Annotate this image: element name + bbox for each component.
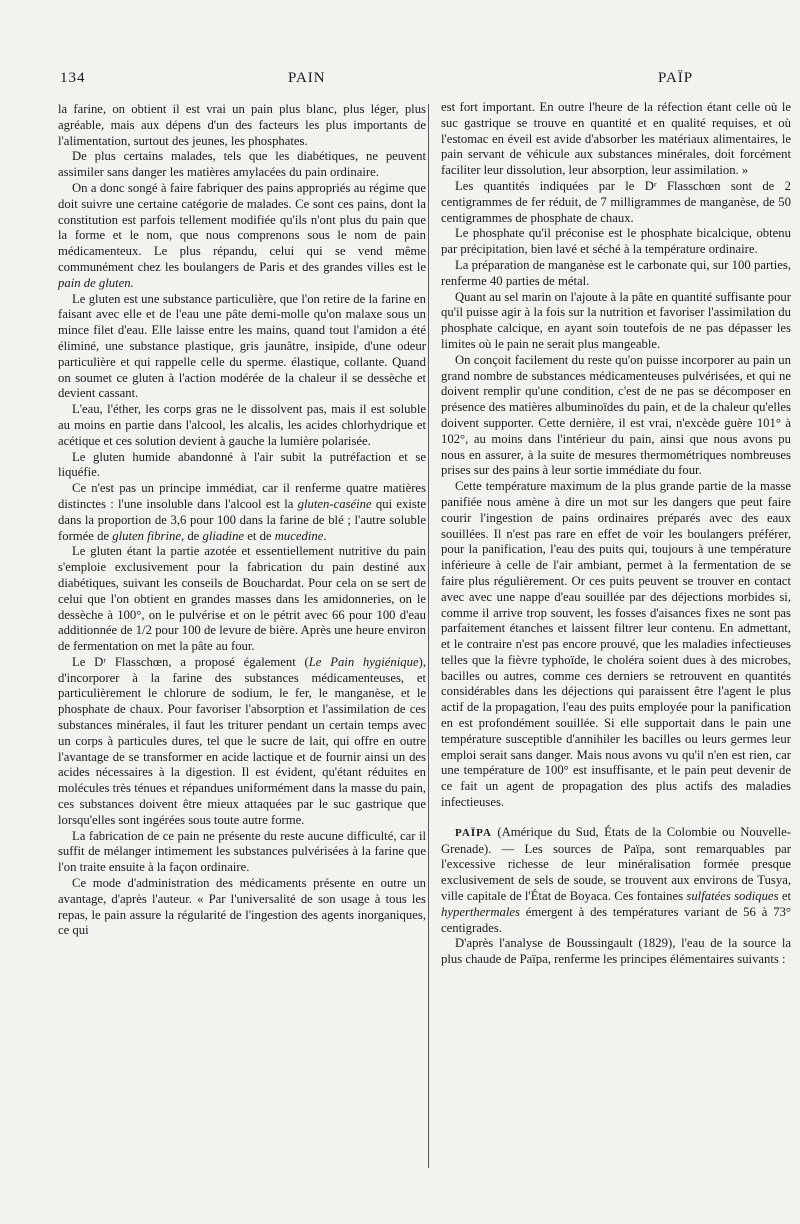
paragraph: La fabrication de ce pain ne présente du reste aucune difficulté, car il suffit de mélanger intimement les substances pulvérisées à la farine que l'on traite ensuite à la façon ordinaire. — [58, 828, 426, 875]
text-run: Ce n'est pas un principe immédiat, car il renferme quatre matières distinctes : l'une insoluble dans l'alcool est la — [58, 481, 426, 511]
italic-title: Le Pain hygiénique — [308, 654, 419, 669]
text-run: ), d'incorporer à la farine des substances médicamenteuses, et particulièrement le chlorure de sodium, le fer, le manganèse, et le phosphate de chaux. Pour favoriser l'absorption et l'assimilation de ces substances minérales, il faut les triturer pendant un certain temps avec un corps à particules dures, tel que le sucre de lait, qui offre en outre l'avantage de se transformer en acide lactique et de fournir ainsi un des acides nécessaires à la digestion. Il est évident, qu'étant réduites en molécules très ténues et répandues uniformément dans la masse du pain, ces substances doivent être mieux attaquées par le suc gastrique que lorsqu'elles sont ingérées sous toute autre forme. — [58, 654, 426, 827]
italic-term: sulfatées sodiques — [686, 889, 779, 904]
paragraph: L'eau, l'éther, les corps gras ne le dissolvent pas, mais il est soluble au moins en partie dans l'alcool, les alcalis, les acides chlorhydrique et acétique et ces solution devient à gauche la lumière polarisée. — [58, 402, 426, 448]
paragraph — [58, 481, 426, 544]
italic-term: hyperthermales — [441, 904, 520, 919]
paragraph: Le gluten étant la partie azotée et essentiellement nutritive du pain s'emploie exclusivement pour la fabrication du pain destiné aux diabétiques, suivant les conseils de Bouchardat. Pour cela on se sert de celui que l'on obtient en grandes masses dans les amidonneries, on le dessèche à 100°, on le pulvérise et on le pétrit avec 66 pour 100 d'eau additionnée de 1/2 pour 100 de levure de bière. Après une heure environ de fermentation on met la pâte au four. — [58, 544, 426, 654]
paragraph: est fort important. En outre l'heure de la réfection étant celle où le suc gastrique se trouve en quantité et en qualité requises, et où l'estomac en éveil est avide d'absorber les matériaux alimentaires, le pain servant de véhicule aux substances minérales, doit forcément faciliter leur dissolution, leur absorption, leur assimilation. » — [441, 100, 791, 178]
paragraph: Le phosphate qu'il préconise est le phosphate bicalcique, obtenu par précipitation, bien lavé et séché à la température ordinaire. — [441, 226, 791, 257]
left-running-title: PAIN — [288, 70, 326, 86]
dictionary-entry — [441, 825, 791, 937]
entry-headword: PAÏPA — [455, 826, 492, 839]
paragraph: Le gluten est une substance particulière, que l'on retire de la farine en faisant avec elle et de l'eau une pâte demi-molle qu'on malaxe sous un mince filet d'eau. Elle laisse entre les mains, quand tout l'amidon a été éliminé, une substance plastique, gris jaunâtre, insipide, d'une odeur particulière et qui rappelle celle du sperme. élastique, collante. Quand on soumet ce gluten à l'action modérée de la chaleur il se dessèche et devient cassant. — [58, 291, 426, 401]
italic-term: gluten fibrine — [112, 528, 181, 543]
paragraph: Ce mode d'administration des médicaments présente en outre un avantage, d'après l'auteur. « Par l'universalité de son usage à tous les repas, le pain assure la régularité de l'ingestion des agents inorganiques, ce qui — [58, 876, 426, 938]
paragraph: D'après l'analyse de Boussingault (1829), l'eau de la source la plus chaude de Païpa, renferme les principes élémentaires suivants : — [441, 936, 791, 967]
text-run: On a donc songé à faire fabriquer des pains appropriés au régime que doit suivre une certaine catégorie de malades. Ce sont ces pains, dont la constitution est parfois tellement modifiée qu'ils n'ont plus du pain que la forme et le nom, que nous comprenons sous le nom de pain médicamenteux. Le plus répandu, celui qui se vend même communément chez les boulangers de Paris et des grandes villes est le — [58, 180, 426, 274]
text-run: . — [323, 528, 327, 543]
column-divider — [428, 104, 429, 1168]
right-running-title: PAÏP — [658, 70, 694, 86]
italic-term: mucedine — [274, 528, 324, 543]
page-number: 134 — [60, 70, 86, 86]
italic-term: pain de gluten. — [58, 275, 134, 290]
running-header — [50, 70, 790, 94]
text-run: et — [778, 889, 791, 904]
text-run: , de — [180, 528, 203, 543]
text-run: émergent à des températures variant de 56 à 73° centigrades. — [441, 904, 791, 935]
paragraph — [58, 655, 426, 829]
paragraph: Quant au sel marin on l'ajoute à la pâte en quantité suffisante pour qu'il puisse agir à la fois sur la nutrition et favoriser l'assimilation du phosphate calcique, en ayant soin toutefois de ne pas dépasser les limites où le pain ne serait plus mangeable. — [441, 289, 791, 351]
paragraph: La préparation de manganèse est le carbonate qui, sur 100 parties, renferme 40 parties de métal. — [441, 257, 791, 288]
right-column — [441, 100, 791, 968]
paragraph: Les quantités indiquées par le Dʳ Flasschœn sont de 2 centigrammes de fer réduit, de 7 milligrammes de manganèse, de 50 centigrammes de phosphate de chaux. — [441, 178, 791, 225]
paragraph — [58, 181, 426, 292]
paragraph: De plus certains malades, tels que les diabétiques, ne peuvent assimiler sans danger les matières amylacées du pain ordinaire. — [58, 149, 426, 180]
text-run: qui existe dans la proportion de 3,6 pour 100 dans la farine de blé ; l'autre soluble formée de — [58, 496, 427, 543]
text-run: (Amérique du Sud, États de la Colombie ou Nouvelle-Grenade). — Les sources de Païpa, sont remarquables par l'excessive richesse de leur minéralisation formée presque exclusivement de sels de soude, se trouvent aux environs de Tusya, ville capitale de l'État de Boyaca. Ces fontaines — [441, 824, 791, 904]
left-column — [58, 102, 426, 939]
text-run: Le Dʳ Flasschœn, a proposé également ( — [72, 654, 309, 669]
paragraph: On conçoit facilement du reste qu'on puisse incorporer au pain un grand nombre de substances médicamenteuses pulvérisées, et qui ne doivent remplir qu'une condition, c'est de ne pas se décomposer en présence des matières albuminoïdes du pain, et de la chaleur qu'elles doivent supporter. Cette dernière, il est vrai, n'excède guère 101° à 102°, au moins dans l'intérieur du pain, ainsi que nous avons pu nous en assurer, à la suite de mesures thermométriques nombreuses prises sur des pains à leur sortie immédiate du four. — [441, 352, 791, 478]
paragraph: Le gluten humide abandonné à l'air subit la putréfaction et se liquéfie. — [58, 449, 426, 480]
paragraph: Cette température maximum de la plus grande partie de la masse panifiée nous amène à dire un mot sur les dangers que peut faire courir l'ingestion de pains ordinaires préparés avec des eaux souillées. Il n'est pas rare en effet de voir les boulangers préférer, pour la panification, l'eau des puits qui, toujours à une température inférieure à celle de l'air ambiant, permet à la fermentation de se faire plus régulièrement. Or ces puits peuvent se trouver en contact avec avec une nappe d'eau souillée par des déjections morbides si, comme il arrive trop souvent, les fosses d'aisances fixes ne sont pas parfaitement étanches et laissent filtrer leur contenu. En admettant, et le contraire n'est pas encore prouvé, que les maladies infectieuses telles que la fièvre typhoïde, le choléra soient dues à des microbes, bacilles ou autres, comme ces derniers se retrouvent en quantités considérables dans les déjections qui paraissent être l'agent le plus actif de la propagation, l'eau des puits employée pour la panification en est profondément souillée. Si elle supportait dans le pain une température susceptible d'annihiler les bacilles ou leurs germes leur emploi serait sans danger. Mais nous avons vu qu'il n'en est rien, car une température de 100° est insuffisante, et le pain peut devenir de ce fait un agent de propagation des plus actifs des maladies infectieuses. — [441, 479, 791, 810]
italic-term: gliadine — [202, 528, 245, 543]
paragraph: la farine, on obtient il est vrai un pain plus blanc, plus léger, plus agréable, mais aux dépens d'un des facteurs les plus importants de l'alimentation, surtout des jeunes, les phosphates. — [58, 102, 426, 148]
italic-term: gluten-caséine — [297, 496, 372, 511]
text-run: et de — [244, 528, 275, 543]
